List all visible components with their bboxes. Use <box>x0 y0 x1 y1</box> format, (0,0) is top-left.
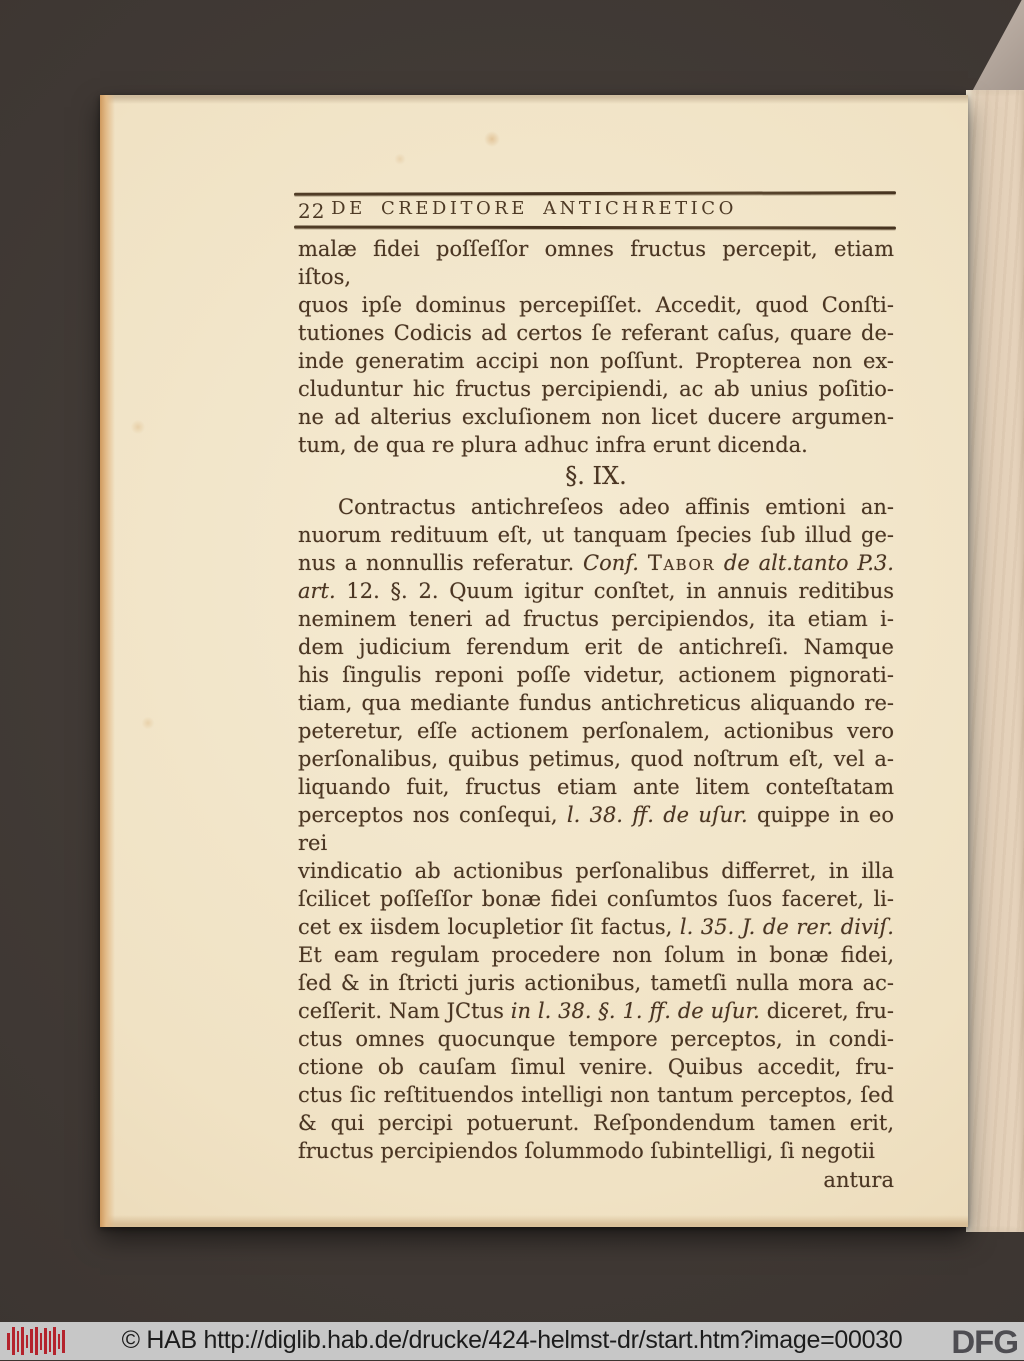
running-header: DE CREDITORE ANTICHRETICO <box>331 198 737 219</box>
text-line: & qui percipi potuerunt. Reſpondendum tamen erit, <box>298 1111 894 1135</box>
header-rule-top <box>294 191 896 196</box>
text-line: quos ipſe dominus percepiſſet. Accedit, quod Conſti- <box>298 293 894 317</box>
text-line: dem judicium ferendum erit de antichreſi. Namque <box>298 635 894 659</box>
text-line: nus a nonnullis referatur. Conf. Tabor de alt.tanto P.3. <box>298 551 894 575</box>
text-line: ne ad alterius excluſionem non licet ducere argumen- <box>298 405 894 429</box>
text-line: his ſingulis reponi poſſe videtur, actionem pignorati- <box>298 663 894 687</box>
catchword: antura <box>823 1168 894 1192</box>
text-line: tutiones Codicis ad certos ſe referant caſus, quare de- <box>298 321 894 345</box>
section-heading: §. IX. <box>565 462 627 490</box>
text-line: malæ fidei poſſeſſor omnes fructus percepit, etiam iſtos, <box>298 237 894 289</box>
footer-bar <box>0 1322 1024 1360</box>
text-line: liquando fuit, fructus etiam ante litem conteſtatam <box>298 775 894 799</box>
header-rule-bottom <box>294 225 896 229</box>
text-line: vindicatio ab actionibus perſonalibus differret, in illa <box>298 859 894 883</box>
text-line: ctione ob cauſam ſimul venire. Quibus accedit, fru- <box>298 1055 894 1079</box>
text-line: perſonalibus, quibus petimus, quod noſtrum eſt, vel a- <box>298 747 894 771</box>
text-line: perceptos nos conſequi, l. 38. ff. de uſur. quippe in eo rei <box>298 803 894 855</box>
page-number: 22 <box>298 199 326 223</box>
copyright-url: © HAB http://diglib.hab.de/drucke/424-helmst-dr/start.htm?image=00030 <box>121 1326 903 1354</box>
text-line: ctus ſic reſtituendos intelligi non tantum perceptos, ſed <box>298 1083 894 1107</box>
text-line: Et eam regulam procedere non ſolum in bonæ fidei, <box>298 943 894 967</box>
text-line: ſed & in ſtricti juris actionibus, tametſi nulla mora ac- <box>298 971 894 995</box>
text-line: nuorum redituum eſt, ut tanquam ſpecies ſub illud ge- <box>298 523 894 547</box>
text-line: ceſſerit. Nam JCtus in l. 38. §. 1. ff. de uſur. diceret, fru- <box>298 999 894 1023</box>
text-line: tum, de qua re plura adhuc infra erunt dicenda. <box>298 433 808 457</box>
page-header <box>100 198 968 224</box>
text-line: art. 12. §. 2. Quum igitur conſtet, in annuis reditibus <box>298 579 894 603</box>
text-line: ſcilicet poſſeſſor bonæ fidei conſumtos ſuos faceret, li- <box>298 887 894 911</box>
text-line: cluduntur hic fructus percipiendi, ac ab unius poſitio- <box>298 377 894 401</box>
paragraph-2 <box>298 493 894 1165</box>
text-line: cet ex iisdem locupletior ſit factus, l. 35. J. de rer. diviſ. <box>298 915 894 939</box>
text-line: fructus percipiendos ſolummodo ſubintelligi, ſi negotii <box>298 1139 876 1163</box>
page-body <box>298 235 894 1195</box>
text-line: tiam, qua mediante fundus antichreticus aliquando re- <box>298 691 894 715</box>
text-line: ctus omnes quocunque tempore perceptos, in condi- <box>298 1027 894 1051</box>
text-line: Contractus antichreſeos adeo affinis emtioni an- <box>338 495 894 519</box>
next-page-edge <box>966 90 1024 1232</box>
paragraph-1 <box>298 235 894 459</box>
book-page <box>100 95 968 1227</box>
text-line: peteretur, eſſe actionem perſonalem, actionibus vero <box>298 719 894 743</box>
text-line: neminem teneri ad fructus percipiendos, ita etiam i- <box>298 607 894 631</box>
text-line: inde generatim accipi non poſſunt. Propterea non ex- <box>298 349 894 373</box>
dfg-logo: DFG <box>951 1323 1018 1360</box>
